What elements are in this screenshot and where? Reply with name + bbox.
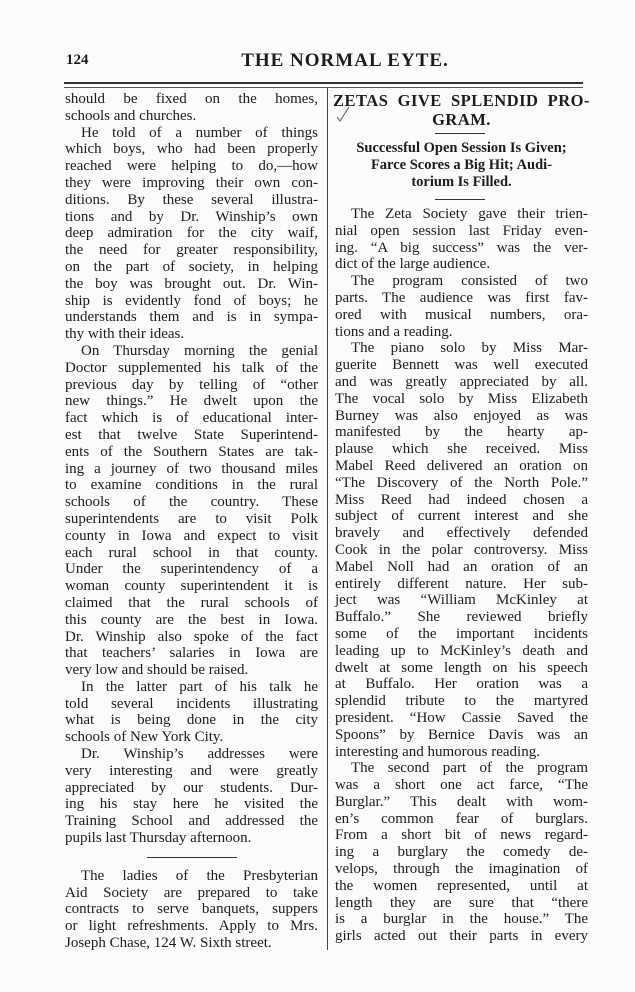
article-headline xyxy=(333,91,590,129)
text-line: fact which is of educational inter- xyxy=(65,410,318,427)
text-line: the women represented, until at xyxy=(335,877,588,894)
text-line: what is being done in the city xyxy=(65,712,318,729)
paragraph xyxy=(335,273,588,340)
text-line: dwelt at some length on his speech xyxy=(335,659,588,676)
paragraph xyxy=(335,206,588,273)
text-line: ing a burglary the comedy de- xyxy=(335,844,588,861)
text-line: Spoons” by Bernice Davis was an xyxy=(335,726,588,743)
text-line: should be fixed on the homes, xyxy=(65,91,318,107)
text-line: president. “How Cassie Saved the xyxy=(335,709,588,726)
text-line: they were improving their own con- xyxy=(65,174,318,191)
text-line: county in Iowa and expect to visit xyxy=(65,527,318,544)
paragraph xyxy=(65,746,318,847)
text-line: entirely different nature. Her sub- xyxy=(335,575,588,592)
text-line: On Thursday morning the genial xyxy=(81,342,318,359)
headline-line: GRAM. xyxy=(432,110,491,129)
text-line: schools and churches. xyxy=(65,107,197,124)
subhead-line: Farce Scores a Big Hit; Audi- xyxy=(370,157,553,173)
text-line: schools of New York City. xyxy=(65,729,224,746)
text-line: nial open session last Friday even- xyxy=(335,222,588,239)
subhead-line: Successful Open Session Is Given; xyxy=(356,140,567,156)
page-number: 124 xyxy=(66,52,89,68)
text-line: From a short bit of news regard- xyxy=(335,827,588,844)
text-line: splendid tribute to the martyred xyxy=(335,693,588,710)
text-line: Dr. Winship’s addresses were xyxy=(81,746,318,763)
text-line: The ladies of the Presbyterian xyxy=(81,867,318,884)
header-double-rule xyxy=(64,82,583,88)
text-line: on the part of society, in helping xyxy=(65,258,318,275)
text-line: that teachers’ salaries in Iowa are xyxy=(65,645,318,662)
text-line: The piano solo by Miss Mar- xyxy=(351,340,588,357)
text-line: Miss Reed had indeed chosen a xyxy=(335,491,588,508)
right-column xyxy=(335,206,588,945)
text-line: deep admiration for the city waif, xyxy=(65,225,318,242)
text-line: schools of the country. These xyxy=(65,494,318,511)
paragraph xyxy=(65,868,318,952)
text-line: Cook in the polar controversy. Miss xyxy=(335,541,588,558)
text-line: The vocal solo by Miss Elizabeth xyxy=(335,390,588,407)
text-line: ing a journey of two thousand miles xyxy=(65,460,318,477)
text-line: Dr. Winship also spoke of the fact xyxy=(65,628,318,645)
text-line: tions and a reading. xyxy=(335,323,453,340)
text-line: each rural school in that county. xyxy=(65,544,318,561)
article-subheadline xyxy=(333,140,590,191)
paragraph xyxy=(335,760,588,945)
text-line: Aid Society are prepared to take xyxy=(65,884,318,901)
text-line: He told of a number of things xyxy=(81,124,318,141)
text-line: ing. “A big success” was the ver- xyxy=(335,239,588,256)
text-line: The program consisted of two xyxy=(351,273,588,290)
text-line: the boy was brought out. Dr. Win- xyxy=(65,275,318,292)
text-line: ship is evidently fond of boys; he xyxy=(65,292,318,309)
headline-line: ZETAS GIVE SPLENDID PRO- xyxy=(333,91,590,110)
text-line: very interesting and were greatly xyxy=(65,762,318,779)
text-line: ditions. By these several illustra- xyxy=(65,191,318,208)
text-line: Joseph Chase, 124 W. Sixth street. xyxy=(65,935,272,952)
text-line: guerite Bennett was well executed xyxy=(335,357,588,374)
text-line: very low and should be raised. xyxy=(65,662,249,679)
paragraph xyxy=(65,679,318,746)
text-line: appreciated by our students. Dur- xyxy=(65,779,318,796)
text-line: Mabel Noll had an oration of an xyxy=(335,558,588,575)
text-line: which boys, who had been properly xyxy=(65,141,318,158)
text-line: ject was “William McKinley at xyxy=(335,592,588,609)
text-line: ing his stay here he visited the xyxy=(65,796,318,813)
text-line: leading up to McKinley’s death and xyxy=(335,642,588,659)
text-line: length they are sure that “there xyxy=(335,894,588,911)
text-line: ents of the Southern States are tak- xyxy=(65,443,318,460)
text-line: Doctor supplemented his talk of the xyxy=(65,359,318,376)
text-line: is a burglar in the house.” The xyxy=(335,911,588,928)
text-line: subject of current interest and she xyxy=(335,508,588,525)
text-line: interesting and humorous reading. xyxy=(335,743,540,760)
text-line: and was greatly appreciated by all. xyxy=(335,373,588,390)
text-line: “The Discovery of the North Pole.” xyxy=(335,474,588,491)
text-line: to examine conditions in the rural xyxy=(65,477,318,494)
text-line: Training School and addressed the xyxy=(65,813,318,830)
left-column xyxy=(65,91,318,952)
text-line: or light refreshments. Apply to Mrs. xyxy=(65,918,318,935)
text-line: was a short one act farce, “The xyxy=(335,777,588,794)
text-line: pupils last Thursday afternoon. xyxy=(65,830,252,847)
text-line: reached were helping to do,—how xyxy=(65,158,318,175)
column-divider xyxy=(327,88,328,950)
text-line: plause which she received. Miss xyxy=(335,441,588,458)
paragraph xyxy=(65,91,318,125)
text-line: the need for greater responsibility, xyxy=(65,242,318,259)
text-line: some of the important incidents xyxy=(335,625,588,642)
text-line: told several incidents illustrating xyxy=(65,695,318,712)
text-line: at Buffalo. Her oration was a xyxy=(335,676,588,693)
text-line: thy with their ideas. xyxy=(65,326,185,343)
text-line: Buffalo.” She reviewed briefly xyxy=(335,609,588,626)
text-line: The Zeta Society gave their trien- xyxy=(351,206,588,222)
text-line: new things.” He dwelt upon the xyxy=(65,393,318,410)
text-line: manifested by the hearty ap- xyxy=(335,424,588,441)
text-line: claimed that the rural schools of xyxy=(65,594,318,611)
text-line: est that twelve State Superintend- xyxy=(65,426,318,443)
text-line: parts. The audience was first fav- xyxy=(335,289,588,306)
text-line: understands them and is in sympa- xyxy=(65,309,318,326)
text-line: ored with musical numbers, ora- xyxy=(335,306,588,323)
text-line: tions and by Dr. Winship’s own xyxy=(65,208,318,225)
text-line: this county are the best in Iowa. xyxy=(65,611,318,628)
paragraph xyxy=(65,125,318,343)
text-line: The second part of the program xyxy=(351,760,588,777)
text-line: bravely and effectively defended xyxy=(335,525,588,542)
paragraph xyxy=(335,340,588,760)
text-line: In the latter part of his talk he xyxy=(81,678,318,695)
text-line: Under the superintendency of a xyxy=(65,561,318,578)
text-line: Burney was also enjoyed as was xyxy=(335,407,588,424)
text-line: previous day by telling of “other xyxy=(65,376,318,393)
subhead-line: torium Is Filled. xyxy=(411,174,512,190)
headline-rule xyxy=(435,133,485,134)
text-line: velops, through the imagination of xyxy=(335,861,588,878)
text-line: woman county superintendent it is xyxy=(65,578,318,595)
section-separator-rule xyxy=(147,857,237,858)
text-line: Burglar.” This dealt with wom- xyxy=(335,793,588,810)
text-line: en’s common fear of burglars. xyxy=(335,810,588,827)
paragraph xyxy=(65,343,318,679)
text-line: dict of the large audience. xyxy=(335,256,491,273)
text-line: superintendents are to visit Polk xyxy=(65,510,318,527)
subhead-rule xyxy=(435,199,485,200)
publication-title: THE NORMAL EYTE. xyxy=(241,50,449,71)
handwritten-check-mark-icon xyxy=(336,106,350,122)
text-line: girls acted out their parts in every xyxy=(335,928,588,945)
text-line: Mabel Reed delivered an oration on xyxy=(335,457,588,474)
text-line: contracts to serve banquets, suppers xyxy=(65,901,318,918)
